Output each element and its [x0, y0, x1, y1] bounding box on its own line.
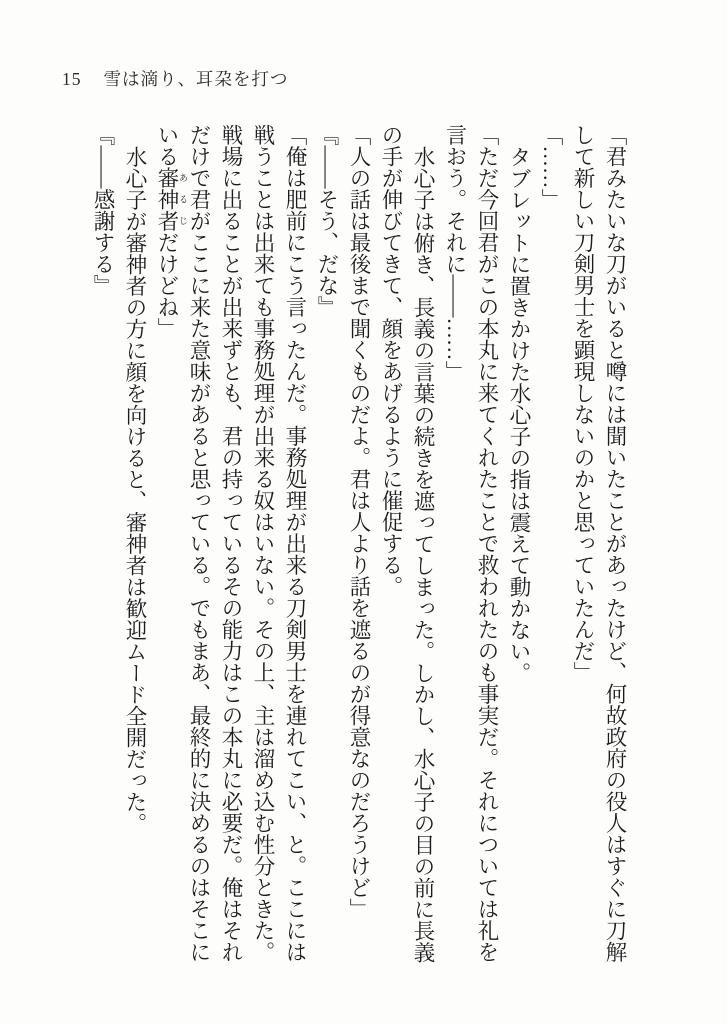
page-number: 15: [62, 69, 82, 89]
novel-text-body: [87, 124, 631, 966]
ruby-annotated-word: 審神者 あるじ: [155, 167, 188, 232]
chapter-title: 雪は滴り、耳朶を打つ: [103, 69, 289, 89]
paragraph: 「……」: [539, 124, 563, 210]
paragraph: 『――そう、だな』: [315, 124, 339, 318]
paragraph: 「人の話は最後まで聞くものだよ。君は人より話を遮るのが得意なのだろうけど」: [347, 124, 371, 920]
paragraph: 『――感謝する』: [91, 124, 115, 296]
paragraph: 水心子は俯き、長義の言葉の続きを遮ってしまった。しかし、水心子の目の前に長義の手が伸びてきて、顔をあげるように催促する。: [379, 124, 435, 963]
paragraph: 「ただ今回君がこの本丸に来てくれたことで救われたのも事実だ。それについては礼を言おう。それに――……」: [443, 124, 499, 963]
page-header: [62, 66, 289, 91]
paragraph: タブレットに置きかけた水心子の指は震えて動かない。: [507, 145, 531, 683]
paragraph: 「俺は肥前にこう言ったんだ。事務処理が出来る刀剣男士を連れてこい、と。ここには戦うことは出来ても事務処理が出来る奴はいない。その上、主は溜め込む性分ときた。戦場に出ることが出来ずとも、君の持っているその能力はこの本丸に必要だ。俺はそれだけで君がここに来た意味があると思っている。でもまあ、最終的に決めるのはそこにいる審神者 あるじだけどね」: [155, 124, 307, 963]
paragraph: 水心子が審神者の方に顔を向けると、審神者は歓迎ムード全開だった。: [123, 145, 147, 834]
paragraph: 「君みたいな刀がいると噂には聞いたことがあったけど、何故政府の役人はすぐに刀解して新しい刀剣男士を顕現しないのかと思っていたんだ」: [571, 124, 627, 963]
